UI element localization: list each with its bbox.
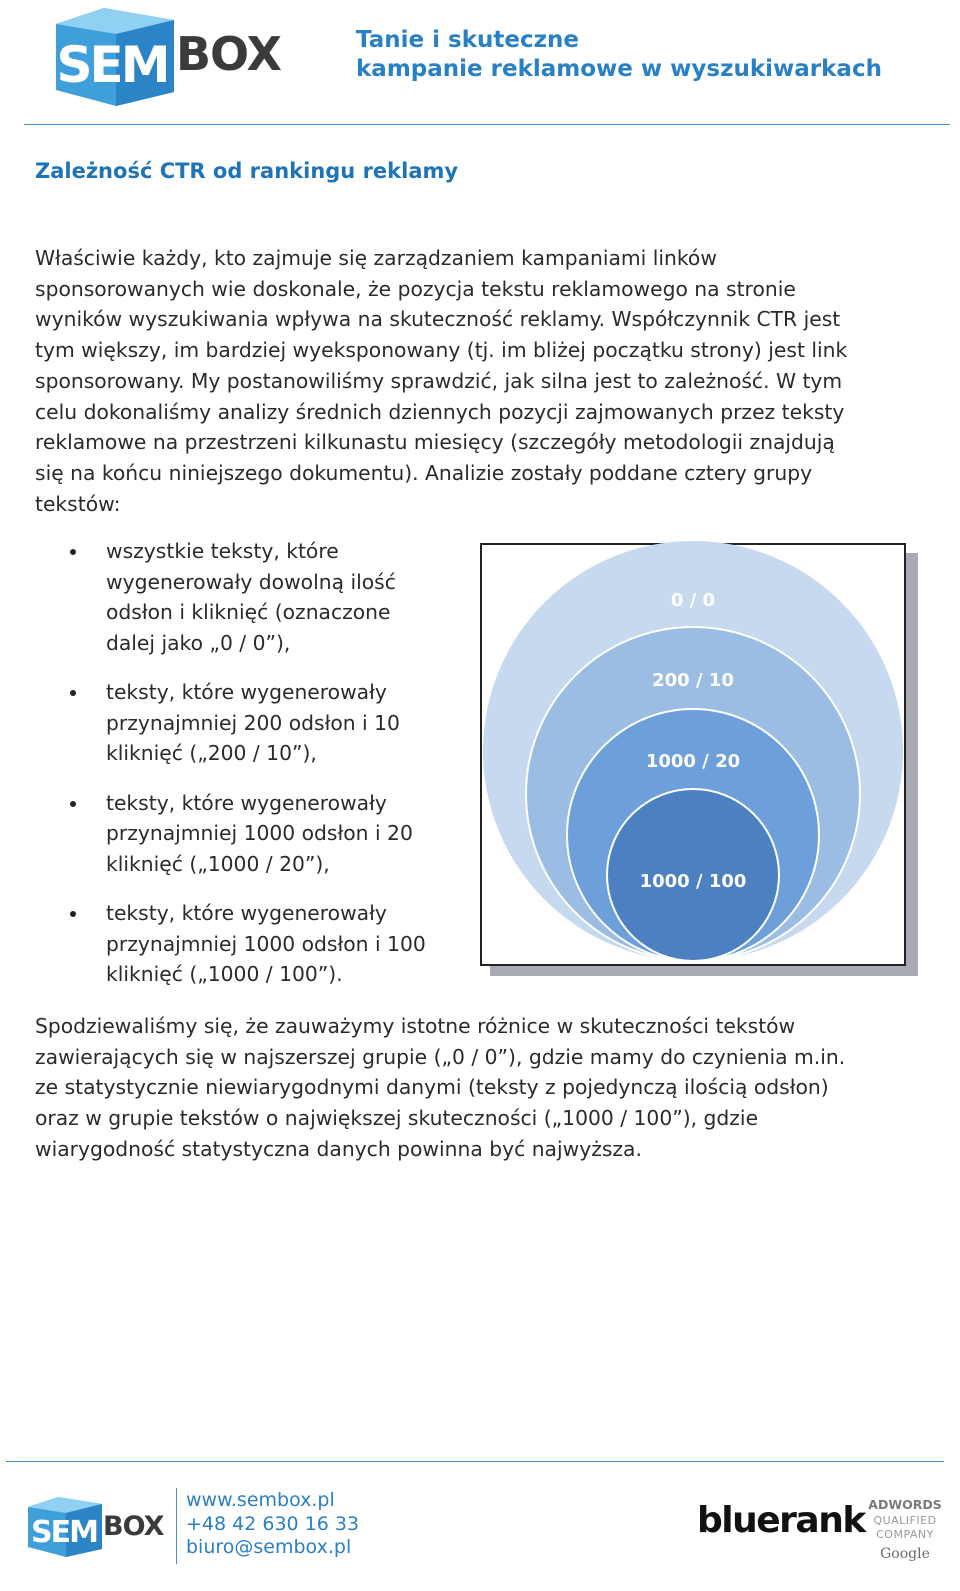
- badge-line-3: COMPANY: [876, 1528, 934, 1541]
- group-line: przynajmniej 200 odsłon i 10: [106, 710, 400, 735]
- group-item-1000-20: [60, 788, 480, 880]
- group-line: dalej jako „0 / 0”),: [106, 630, 291, 655]
- group-line: kliknięć („1000 / 100”).: [106, 962, 343, 986]
- group-line: teksty, które wygenerowały: [106, 790, 387, 815]
- conclusion-line: Spodziewaliśmy się, że zauważymy istotne różnice w skuteczności tekstów: [35, 1014, 796, 1038]
- intro-line: wyników wyszukiwania wpływa na skuteczność reklamy. Współczynnik CTR jest: [35, 307, 841, 332]
- tagline-line-2: kampanie reklamowe w wyszukiwarkach: [356, 56, 882, 82]
- email-link[interactable]: biuro@sembox.pl: [186, 1536, 352, 1558]
- circle-label-0-0: 0 / 0: [670, 590, 716, 611]
- group-line: kliknięć („1000 / 20”),: [106, 851, 330, 876]
- intro-line: się na końcu niniejszego dokumentu). Analizie zostały poddane cztery grupy: [35, 460, 813, 485]
- sembox-logo[interactable]: [46, 6, 296, 106]
- adwords-qualified-badge[interactable]: [868, 1494, 942, 1564]
- tagline-line-1: Tanie i skuteczne: [356, 27, 579, 53]
- group-item-1000-100: [60, 898, 480, 990]
- badge-line-4: Google: [880, 1546, 930, 1562]
- article-title: Zależność CTR od rankingu reklamy: [35, 159, 459, 183]
- group-item-200-10: [60, 677, 480, 769]
- badge-line-1: ADWORDS: [868, 1497, 942, 1512]
- footer-sembox-logo[interactable]: [24, 1495, 172, 1557]
- bluerank-logo[interactable]: bluerank: [697, 1500, 865, 1541]
- conclusion-line: wiarygodność statystyczna danych powinna być najwyższa.: [35, 1136, 642, 1161]
- circle-label-1000-100: 1000 / 100: [639, 871, 747, 892]
- group-line: wszystkie teksty, które: [106, 539, 339, 563]
- intro-line: Właściwie każdy, kto zajmuje się zarządzaniem kampaniami linków: [35, 246, 717, 270]
- intro-line: sponsorowany. My postanowiliśmy sprawdzić, jak silna jest to zależność. W tym: [35, 368, 843, 393]
- circle-label-200-10: 200 / 10: [652, 670, 734, 691]
- badge-line-2: QUALIFIED: [873, 1514, 937, 1527]
- logo-text-box: BOX: [176, 27, 281, 81]
- intro-line: celu dokonaliśmy analizy średnich dziennych pozycji zajmowanych przez teksty: [35, 399, 845, 424]
- phone-number[interactable]: +48 42 630 16 33: [186, 1512, 360, 1535]
- footer-divider: [6, 1461, 944, 1462]
- nested-groups-figure: [480, 543, 906, 966]
- intro-paragraph: [35, 243, 935, 519]
- group-line: teksty, które wygenerowały: [106, 680, 387, 704]
- logo-text-sem: SEM: [56, 36, 168, 94]
- intro-line: tekstów:: [35, 491, 121, 516]
- group-line: wygenerowały dowolną ilość: [106, 569, 396, 594]
- circle-label-1000-20: 1000 / 20: [645, 751, 741, 772]
- group-line: teksty, które wygenerowały: [106, 901, 387, 925]
- header-divider: [24, 124, 950, 125]
- conclusion-line: ze statystycznie niewiarygodnymi danymi (teksty z pojedynczą ilością odsłon): [35, 1075, 829, 1100]
- group-item-0-0: [60, 536, 480, 658]
- intro-line: sponsorowanych wie doskonale, że pozycja tekstu reklamowego na stronie: [35, 276, 796, 301]
- group-line: kliknięć („200 / 10”),: [106, 741, 317, 765]
- group-line: przynajmniej 1000 odsłon i 100: [106, 931, 426, 956]
- group-line: odsłon i kliknięć (oznaczone: [106, 600, 391, 624]
- intro-line: reklamowe na przestrzeni kilkunastu miesięcy (szczegóły metodologii znajdują: [35, 430, 835, 455]
- website-link[interactable]: www.sembox.pl: [186, 1489, 335, 1511]
- footer-logo-text-box: BOX: [103, 1511, 164, 1542]
- footer-vertical-divider: [176, 1488, 177, 1564]
- footer-logo-text-sem: SEM: [31, 1515, 97, 1550]
- header-tagline: [356, 26, 946, 84]
- intro-line: tym większy, im bardziej wyeksponowany (tj. im bliżej początku strony) jest link: [35, 338, 848, 363]
- conclusion-line: oraz w grupie tekstów o największej skuteczności („1000 / 100”), gdzie: [35, 1106, 759, 1131]
- conclusion-paragraph: [35, 1011, 935, 1165]
- group-line: przynajmniej 1000 odsłon i 20: [106, 821, 413, 845]
- group-list: [60, 536, 480, 1009]
- conclusion-line: zawierających się w najszerszej grupie („0 / 0”), gdzie mamy do czynienia m.in.: [35, 1044, 846, 1069]
- contact-block: [186, 1489, 359, 1560]
